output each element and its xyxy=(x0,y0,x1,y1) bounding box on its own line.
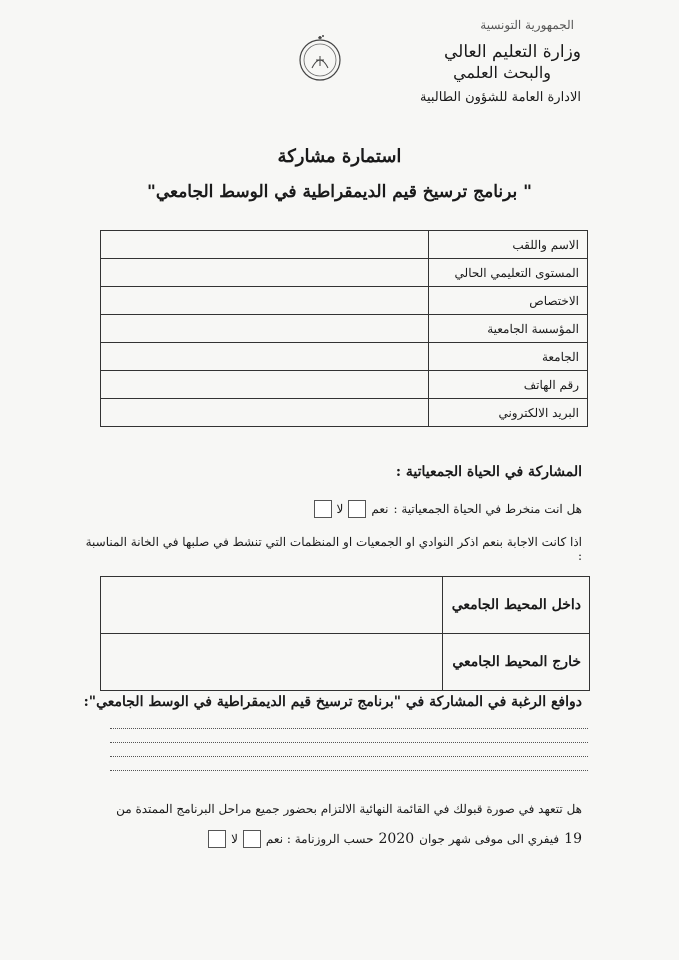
specialty-field[interactable] xyxy=(101,287,429,315)
email-field[interactable] xyxy=(101,399,429,427)
ministry-name-line2: والبحث العلمي xyxy=(453,63,551,82)
outside-university-field[interactable] xyxy=(101,634,443,691)
membership-question-text: هل انت منخرط في الحياة الجمعياتية : xyxy=(393,502,582,516)
membership-no-checkbox[interactable] xyxy=(314,500,332,518)
info-row-specialty xyxy=(101,287,588,315)
directorate-name: الادارة العامة للشؤون الطالبية xyxy=(419,90,581,105)
commitment-year: 2020 xyxy=(378,831,415,847)
no-label: لا xyxy=(336,502,344,516)
phone-field[interactable] xyxy=(101,371,429,399)
motivation-line[interactable] xyxy=(110,770,588,771)
name-field[interactable] xyxy=(101,231,429,259)
clubs-row-inside xyxy=(101,577,590,634)
info-label: الجامعة xyxy=(428,343,587,371)
motivation-line[interactable] xyxy=(110,742,588,743)
membership-question xyxy=(314,500,582,518)
institution-field[interactable] xyxy=(101,315,429,343)
program-title: " برنامج ترسيخ قيم الديمقراطية في الوسط الجامعي" xyxy=(146,182,533,202)
info-label: الاختصاص xyxy=(428,287,587,315)
ministry-seal-icon xyxy=(292,30,348,86)
form-title: استمارة مشاركة xyxy=(277,146,402,167)
info-row-university xyxy=(101,343,588,371)
commitment-start-day: 19 xyxy=(564,831,582,847)
info-label: المستوى التعليمي الحالي xyxy=(428,259,587,287)
info-label: الاسم واللقب xyxy=(428,231,587,259)
personal-info-table xyxy=(100,230,588,427)
commitment-question: هل تتعهد في صورة قبولك في القائمة النهائية الالتزام بحضور جميع مراحل البرنامج الممتدة من xyxy=(116,802,582,816)
motivation-line[interactable] xyxy=(110,728,588,729)
ministry-name-line1: وزارة التعليم العالي xyxy=(443,42,581,62)
membership-yes-checkbox[interactable] xyxy=(348,500,366,518)
republic-name: الجمهورية التونسية xyxy=(480,18,574,32)
info-row-phone xyxy=(101,371,588,399)
education-level-field[interactable] xyxy=(101,259,429,287)
info-row-name xyxy=(101,231,588,259)
commitment-period-text: فيفري الى موفى شهر جوان xyxy=(419,832,560,846)
clubs-label: داخل المحيط الجامعي xyxy=(443,577,590,634)
commitment-no-checkbox[interactable] xyxy=(208,830,226,848)
no-label: لا xyxy=(231,832,238,846)
clubs-table xyxy=(100,576,590,691)
info-label: البريد الالكتروني xyxy=(428,399,587,427)
info-row-email xyxy=(101,399,588,427)
university-field[interactable] xyxy=(101,343,429,371)
info-label: المؤسسة الجامعية xyxy=(428,315,587,343)
inside-university-field[interactable] xyxy=(101,577,443,634)
clubs-instruction: اذا كانت الاجابة بنعم اذكر النوادي او الجمعيات او المنظمات التي تنشط في صلبها في الخانة المناسبة : xyxy=(85,535,582,563)
commitment-yes-checkbox[interactable] xyxy=(243,830,261,848)
associative-life-heading: المشاركة في الحياة الجمعياتية : xyxy=(395,464,582,480)
motivation-heading: دوافع الرغبة في المشاركة في "برنامج ترسيخ قيم الديمقراطية في الوسط الجامعي": xyxy=(83,694,582,710)
info-label: رقم الهاتف xyxy=(428,371,587,399)
commitment-dates xyxy=(208,830,582,848)
clubs-row-outside xyxy=(101,634,590,691)
info-row-level xyxy=(101,259,588,287)
commitment-schedule-text: حسب الروزنامة : نعم xyxy=(265,832,374,846)
info-row-institution xyxy=(101,315,588,343)
motivation-line[interactable] xyxy=(110,756,588,757)
clubs-label: خارج المحيط الجامعي xyxy=(443,634,590,691)
yes-label: نعم xyxy=(371,502,389,516)
